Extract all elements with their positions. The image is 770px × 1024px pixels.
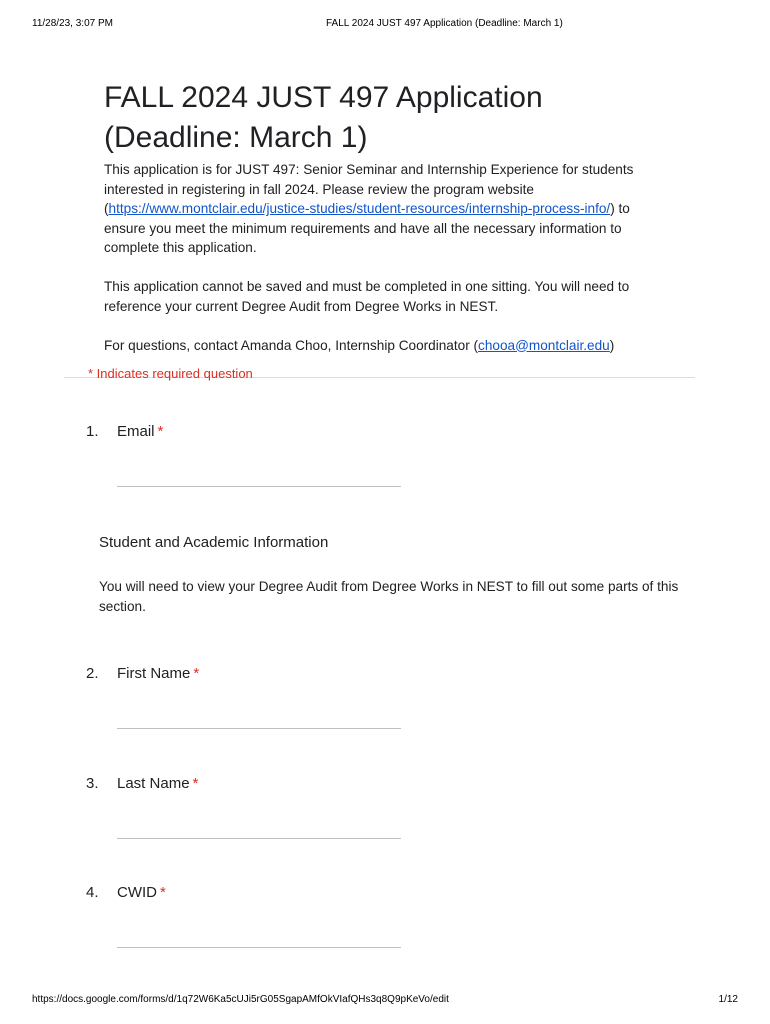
question-number: 4. [86, 884, 99, 901]
question-number: 3. [86, 775, 99, 792]
form-description [104, 160, 674, 375]
required-asterisk: * [160, 884, 166, 901]
print-doc-title: FALL 2024 JUST 497 Application (Deadline: March 1) [326, 18, 563, 29]
print-url: https://docs.google.com/forms/d/1q72W6Ka5cUJi5rG05SgapAMfOkVIafQHs3q8Q9pKeVo/edit [32, 994, 449, 1005]
question-label [117, 884, 166, 901]
cwid-answer-field[interactable] [117, 947, 401, 948]
description-paragraph-2: This application cannot be saved and must be completed in one sitting. You will need to reference your current Degree Audit from Degree Works in NEST. [104, 279, 630, 314]
description-p3-text-end: ) [609, 337, 615, 353]
section-title: Student and Academic Information [99, 534, 329, 551]
question-number: 2. [86, 665, 99, 682]
description-p3-text: For questions, contact Amanda Choo, Internship Coordinator ( [104, 337, 479, 353]
question-label [117, 775, 198, 792]
description-paragraph-1 [104, 160, 674, 258]
description-p1-text-end: ) to ensure you meet the minimum requirements and have all the necessary information to complete this application. [104, 201, 630, 255]
question-label-text: CWID [117, 884, 157, 901]
last-name-answer-field[interactable] [117, 838, 401, 839]
section-description: You will need to view your Degree Audit from Degree Works in NEST to fill out some parts of this section. [99, 579, 679, 614]
coordinator-email-link[interactable]: chooa@montclair.edu [478, 337, 610, 353]
question-label-text: Email [117, 423, 155, 440]
description-p1-text: This application is for JUST 497: Senior Seminar and Internship Experience for students interested in registering in fall 2024. Please review the program website ( [104, 162, 634, 216]
description-paragraph-3 [104, 336, 674, 356]
form-title-line1: FALL 2024 JUST 497 Application [104, 81, 543, 114]
page-number: 1/12 [718, 994, 738, 1005]
question-number: 1. [86, 423, 99, 440]
print-date: 11/28/23, 3:07 PM [32, 18, 113, 29]
print-footer [32, 994, 738, 1008]
question-label-text: First Name [117, 665, 191, 682]
question-label [117, 665, 199, 682]
required-question-note: * Indicates required question [88, 366, 253, 381]
required-asterisk: * [192, 775, 199, 792]
email-answer-field[interactable] [117, 486, 401, 487]
print-header [32, 18, 738, 32]
form-title-line2: (Deadline: March 1) [104, 121, 368, 154]
required-asterisk: * [157, 423, 164, 440]
first-name-answer-field[interactable] [117, 728, 401, 729]
question-label-text: Last Name [117, 775, 190, 792]
form-title [104, 78, 664, 158]
program-website-link[interactable]: https://www.montclair.edu/justice-studies/student-resources/internship-process-info/ [108, 201, 611, 216]
required-asterisk: * [193, 665, 200, 682]
question-label [117, 423, 163, 440]
